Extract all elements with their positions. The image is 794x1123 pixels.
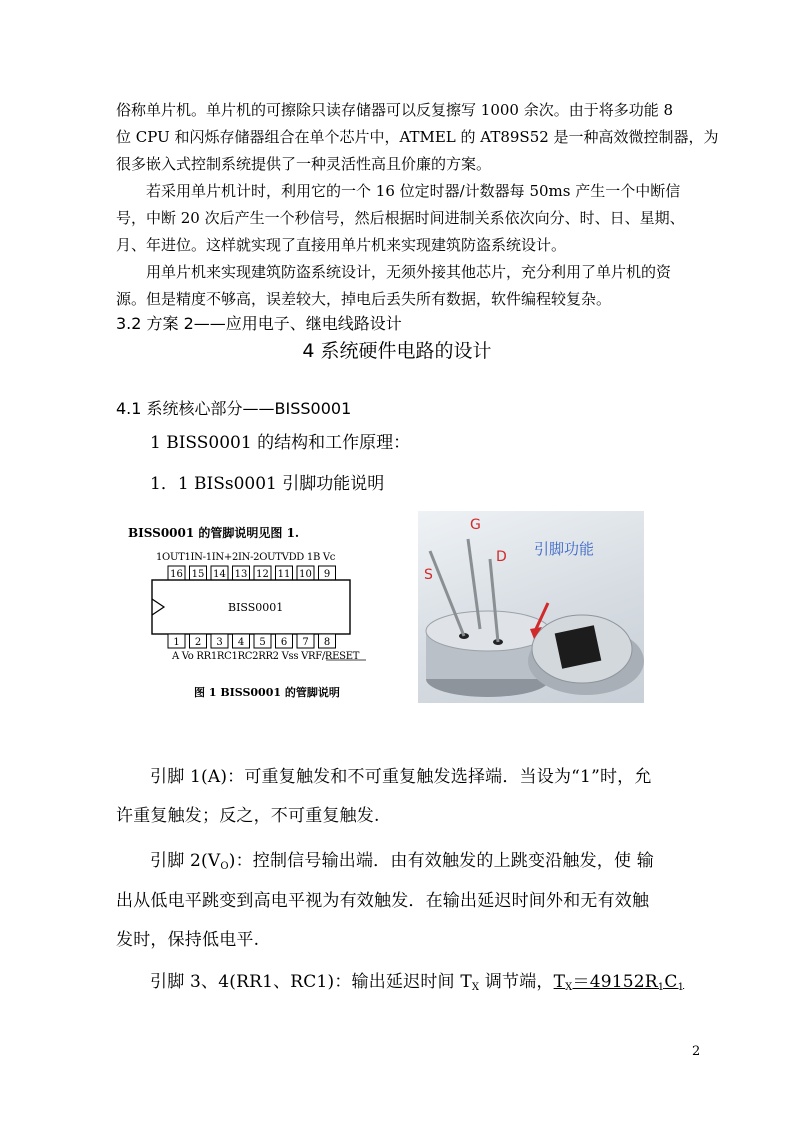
bottom-pin-number-3: 3: [216, 637, 223, 648]
figure-caption: 图 1 BISS0001 的管脚说明: [194, 686, 340, 699]
heading-4-1: 4.1 系统核心部分——BISS0001: [116, 399, 352, 418]
heading-chapter-4: 4 系统硬件电路的设计: [302, 340, 492, 362]
pin-letter-d: D: [496, 549, 507, 565]
para3-line2: 源。但是精度不够高，误差较大，掉电后丢失所有数据，软件编程较复杂。: [116, 290, 612, 308]
top-pin-row: [168, 566, 336, 580]
para1-line2: 位 CPU 和闪烁存储器组合在单个芯片中，ATMEL 的 AT89S52 是一种高效微控制器，为: [116, 128, 719, 146]
delay-formula: $T_X=49152R_1C_1$: [553, 972, 685, 993]
figure-biss0001-pinout: [128, 520, 398, 710]
pin2-desc-line2: 出从低电平跳变到高电平视为有效触发．在输出延迟时间外和无有效触: [116, 891, 650, 911]
para1-line3: 很多嵌入式控制系统提供了一种灵活性高且价廉的方案。: [116, 155, 492, 173]
bottom-pin-row: [168, 634, 336, 648]
pin2-desc-line1: 引脚 $2(V_O)$：控制信号输出端．由有效触发的上跳变沿触发，使 输: [150, 851, 654, 872]
bottom-pin-number-8: 8: [323, 637, 331, 648]
bottom-pin-number-6: 6: [280, 637, 288, 648]
subheading-1: 1 BISS0001 的结构和工作原理：: [150, 433, 411, 453]
sensor-illustration: [418, 511, 644, 703]
pin1-desc-line1: 引脚 1(A)：可重复触发和不可重复触发选择端．当设为“1”时，允: [150, 767, 652, 787]
pin1-desc-line2: 许重复触发；反之，不可重复触发.: [116, 806, 380, 826]
bottom-pin-number-2: 2: [194, 637, 202, 648]
top-pin-number-11: 11: [277, 569, 291, 580]
bottom-pin-labels: A Vo RR1RC1RC2RR2 Vss VRF/RESET: [172, 651, 360, 662]
bottom-pin-number-1: 1: [173, 637, 180, 648]
para2-line3: 月、年进位。这样就实现了直接用单片机来实现建筑防盗系统设计。: [116, 236, 567, 254]
bottom-pin-number-7: 7: [302, 637, 309, 648]
top-pin-number-12: 12: [256, 569, 269, 580]
top-pin-number-10: 10: [299, 569, 312, 580]
pin-letter-s: S: [424, 567, 433, 583]
photo-label: 引脚功能: [534, 540, 595, 558]
chip-label: BISS0001: [228, 601, 284, 614]
para3-line1: 用单片机来实现建筑防盗系统设计，无须外接其他芯片，充分利用了单片机的资: [146, 263, 672, 281]
top-pin-number-15: 15: [191, 569, 205, 580]
para2-line2: 号，中断 20 次后产生一个秒信号，然后根据时间进制关系依次向分、时、日、星期、: [116, 209, 685, 227]
pin2-desc-line3: 发时，保持低电平.: [116, 930, 260, 950]
pin34-desc: 引脚 3、4(RR1、RC1)：输出延迟时间 $T_X$ 调节端，$T_X=49152R_1C_1$: [150, 972, 685, 993]
pin-letter-g: G: [470, 517, 481, 533]
page-number: 2: [692, 1044, 701, 1059]
sensor-photo: [418, 511, 644, 703]
top-pin-number-16: 16: [170, 569, 183, 580]
top-pin-number-9: 9: [323, 569, 331, 580]
heading-3-2: 3.2 方案 2——应用电子、继电线路设计: [116, 314, 402, 333]
top-pin-number-13: 13: [234, 569, 248, 580]
para2-line1: 若采用单片机计时，利用它的一个 16 位定时器/计数器每 50ms 产生一个中断信: [146, 182, 681, 200]
chip-diagram: [128, 520, 398, 710]
para1-line1: 俗称单片机。单片机的可擦除只读存储器可以反复擦写 1000 余次。由于将多功能 8: [116, 101, 674, 119]
top-pin-number-14: 14: [213, 569, 226, 580]
top-pin-labels: 1OUT1IN-1IN+2IN-2OUTVDD 1B Vc: [156, 552, 336, 563]
subheading-1-1: 1．1 BISs0001 引脚功能说明: [150, 474, 385, 494]
bottom-pin-number-4: 4: [237, 637, 245, 648]
bottom-pin-number-5: 5: [259, 637, 266, 648]
figure-title: BISS0001 的管脚说明见图 1.: [128, 526, 300, 540]
